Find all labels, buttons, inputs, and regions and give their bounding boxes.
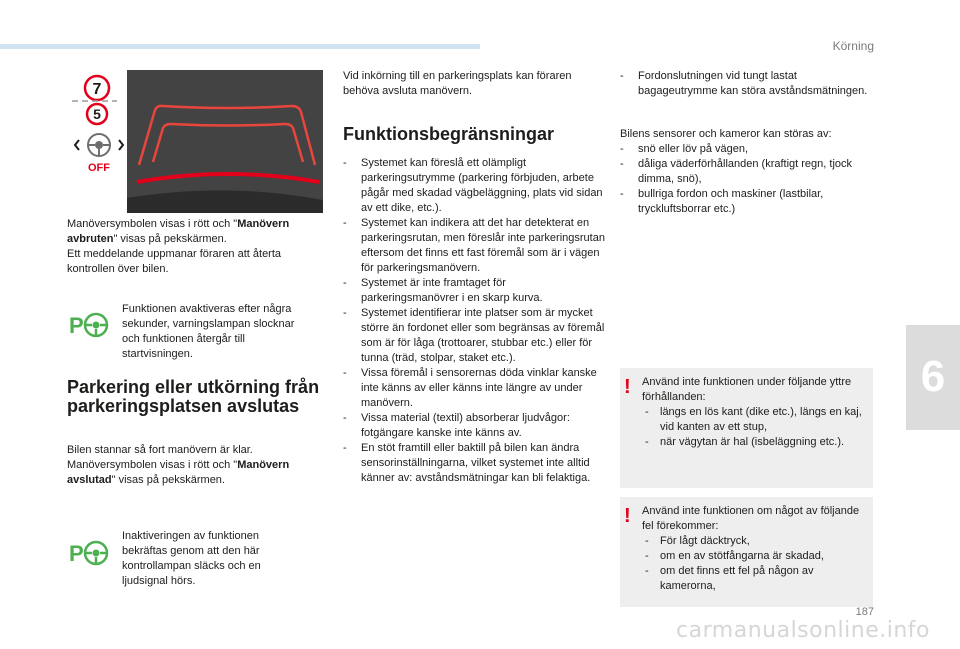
watermark: carmanualsonline.info — [676, 618, 930, 643]
section-title: Körning — [832, 39, 874, 53]
chapter-number: 6 — [920, 352, 946, 401]
completed-text-part2: " visas på pekskärmen. — [111, 474, 225, 486]
disturbance-item: - snö eller löv på vägen, — [620, 142, 878, 157]
warning-fault-item: - För lågt däcktryck, — [642, 534, 865, 549]
page-number: 187 — [855, 606, 874, 618]
completed-message-paragraph — [67, 443, 323, 488]
warning-conditions-text — [642, 375, 865, 450]
disturbance-item: - bullriga fordon och maskiner (lastbilar, tryckluftsborrar etc.) — [620, 187, 878, 217]
svg-text:P: P — [69, 313, 84, 338]
completed-text-line1: Bilen stannar så fort manövern är klar. — [67, 444, 253, 456]
limitations-list — [343, 156, 605, 486]
sensor-disturbance-list — [620, 142, 878, 217]
limitation-item: - Systemet är inte framtaget för parkeringsmanövrer i en skarp kurva. — [343, 276, 605, 306]
limitation-item: - Vissa material (textil) absorberar ljudvågor: fotgängare kanske inte känns av. — [343, 411, 605, 441]
warning-box-faults — [620, 497, 873, 607]
speed-sign-7-label: 7 — [92, 81, 102, 98]
sensor-disturbance-intro: Bilens sensorer och kameror kan störas av: — [620, 128, 832, 140]
limitation-item: - En stöt framtill eller baktill på bilen kan ändra sensorinställningarna, vilket systemet inte alltid känner av: avståndsmätningar kan bli felaktiga. — [343, 441, 605, 486]
cancel-text-part2: " visas på pekskärmen. — [113, 233, 227, 245]
off-label: OFF — [88, 162, 110, 174]
intro-paragraph: Vid inkörning till en parkeringsplats kan föraren behöva avsluta manövern. — [343, 70, 572, 97]
completed-text-part1: Manöversymbolen visas i rött och " — [67, 459, 238, 471]
limitations-heading: Funktionsbegränsningar — [343, 124, 555, 144]
vehicle-slope-list — [620, 69, 875, 99]
warning-conditions-intro: Använd inte funktionen under följande yttre förhållanden: — [642, 376, 852, 403]
cancel-message-paragraph — [67, 217, 323, 277]
parking-display-graphic — [67, 70, 323, 213]
deactivation-info-text: Funktionen avaktiveras efter några sekunder, varningslampan slocknar och funktionen återgår till startvisningen. — [122, 303, 295, 360]
disturbance-item: - dåliga väderförhållanden (kraftigt regn, tjock dimma, snö), — [620, 157, 878, 187]
limitation-item: - Systemet kan indikera att det har detekterat en parkeringsrutan, men föreslår inte parkeringsrutan eftersom det finns ett fast föremål som är i vägen för parkeringsmanövern. — [343, 216, 605, 276]
warning-faults-intro: Använd inte funktionen om något av följande fel förekommer: — [642, 505, 860, 532]
limitation-item: - Vissa föremål i sensorernas döda vinklar kanske inte känns av eller känns inte längre av under manövern. — [343, 366, 605, 411]
cancel-text-bold: Manövern avbruten — [67, 218, 290, 245]
warning-fault-item: - om det finns ett fel på någon av kamerorna, — [642, 564, 865, 594]
parking-pilot-icon — [69, 309, 109, 341]
chapter-tab — [906, 325, 960, 430]
warning-condition-item: - längs en lös kant (dike etc.), längs en kaj, vid kanten av ett stup, — [642, 405, 865, 435]
speed-sign-5-label: 5 — [93, 106, 101, 122]
completed-text-bold: Manövern avslutad — [67, 459, 290, 486]
end-parking-heading: Parkering eller utkörning från parkeringsplatsen avslutas — [67, 377, 320, 416]
parking-display-illustration — [67, 70, 323, 213]
warning-exclamation-icon: ! — [624, 505, 631, 527]
warning-faults-text — [642, 504, 865, 594]
warning-fault-item: - om en av stötfångarna är skadad, — [642, 549, 865, 564]
cancel-text-line2: Ett meddelande uppmanar föraren att återta kontrollen över bilen. — [67, 248, 282, 275]
limitation-item: - Systemet identifierar inte platser som är mycket större än fordonet eller som begränsas av föremål som är för låga (trottoarer, stubbar etc.) eller för tunna (träd, stolpar, staket etc.). — [343, 306, 605, 366]
cancel-text-part1: Manöversymbolen visas i rött och " — [67, 218, 238, 230]
slope-item: - Fordonslutningen vid tungt lastat bagageutrymme kan störa avståndsmätningen. — [620, 69, 875, 99]
header-accent-bar — [0, 44, 480, 49]
warning-exclamation-icon: ! — [624, 376, 631, 398]
limitation-item: - Systemet kan föreslå ett olämpligt parkeringsutrymme (parkering förbjuden, arbete pågår med skadad vägbeläggning, plats vid sidan av ett dike, etc.). — [343, 156, 605, 216]
inactivation-info-text: Inaktiveringen av funktionen bekräftas genom att den här kontrollampan släcks och en ljudsignal hörs. — [122, 530, 261, 587]
svg-text:P: P — [69, 541, 84, 566]
warning-box-conditions — [620, 368, 873, 488]
parking-pilot-icon-2 — [69, 537, 109, 569]
warning-condition-item: - när vägytan är hal (isbeläggning etc.). — [642, 435, 865, 450]
